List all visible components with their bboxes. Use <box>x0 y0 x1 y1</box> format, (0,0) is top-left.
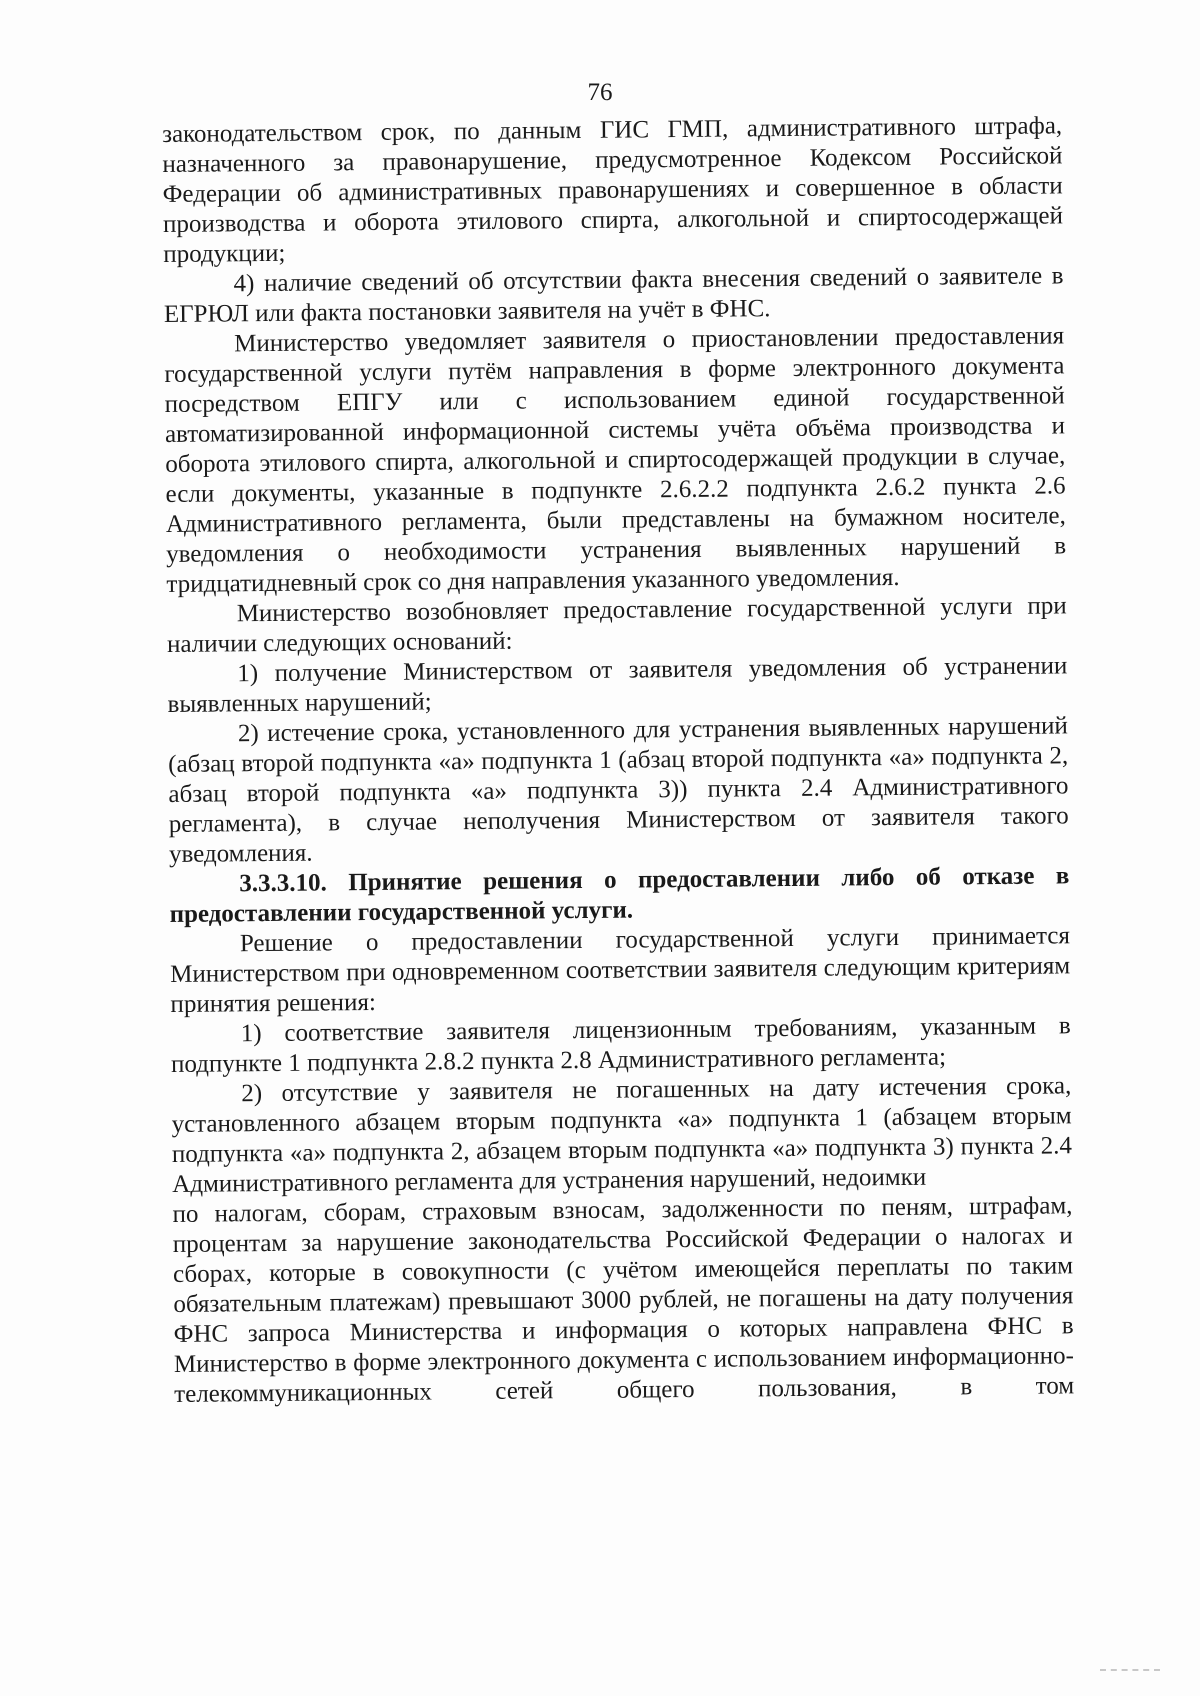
list-item-2: 2) истечение срока, установленного для устранения выявленных нарушений (абзац второй подпункта «а» подпункта 1 (абзац второй подпункта «а» подпункта 2, абзац второй подпункта «а» подпункта 3)) пункта 2.4 Административного регламента), в случае неполучения Министерством от заявителя такого уведомления. <box>168 712 1069 868</box>
section-heading-3-3-3-10: 3.3.3.10. Принятие решения о предоставлении либо об отказе в предоставлении государственной услуги. <box>169 862 1070 928</box>
criteria-item-1: 1) соответствие заявителя лицензионным требованиям, указанным в подпункте 1 подпункта 2.8.2 пункта 2.8 Административного регламента; <box>170 1012 1071 1078</box>
paragraph-resumption-grounds: Министерство возобновляет предоставление государственной услуги при наличии следующих оснований: <box>166 592 1067 658</box>
page-number: 76 <box>587 79 613 106</box>
paragraph-tax-arrears: по налогам, сборам, страховым взносам, задолженности по пеням, штрафам, процентам за нарушение законодательства Российской Федерации о налогах и сборах, которые в совокупности (с учётом имеющейся переплаты по таким обязательным платежам) превышают 3000 рублей, не погашены на дату получения ФНС запроса Министерства и информация о которых направлена ФНС в Министерство в форме электронного документа с использованием информационно-телекоммуникационных сетей общего пользования, в том <box>172 1192 1075 1408</box>
document-body <box>162 111 1074 1410</box>
paragraph-suspension-notice: Министерство уведомляет заявителя о приостановлении предоставления государственной услуги путём направления в форме электронного документа посредством ЕПГУ или с использованием единой государственной автоматизированной информационной системы учёта объёма производства и оборота этилового спирта, алкогольной и спиртосодержащей продукции в случае, если документы, указанные в подпункте 2.6.2.2 подпункта 2.6.2 пункта 2.6 Административного регламента, были представлены на бумажном носителе, уведомления о необходимости устранения выявленных нарушений в тридцатидневный срок со дня направления указанного уведомления. <box>164 322 1067 598</box>
paragraph-decision-criteria: Решение о предоставлении государственной услуги принимается Министерством при одновременном соответствии заявителя следующим критериям принятия решения: <box>170 922 1071 1018</box>
list-item-4: 4) наличие сведений об отсутствии факта внесения сведений о заявителе в ЕГРЮЛ или факта постановки заявителя на учёт в ФНС. <box>163 262 1064 328</box>
list-item-1: 1) получение Министерством от заявителя уведомления об устранении выявленных нарушений; <box>167 652 1068 718</box>
scan-edge-mark <box>1100 1669 1160 1674</box>
criteria-item-2: 2) отсутствие у заявителя не погашенных на дату истечения срока, установленного абзацем вторым подпункта «а» подпункта 1 (абзацем вторым подпункта «а» подпункта 2, абзацем вторым подпункта «а» подпункта 3) пункта 2.4 Административного регламента для устранения нарушений, недоимки <box>171 1072 1073 1198</box>
paragraph-continuation: законодательством срок, по данным ГИС ГМП, административного штрафа, назначенного за правонарушение, предусмотренное Кодексом Российской Федерации об административных правонарушениях и совершенное в области производства и оборота этилового спирта, алкогольной и спиртосодержащей продукции; <box>162 112 1064 268</box>
